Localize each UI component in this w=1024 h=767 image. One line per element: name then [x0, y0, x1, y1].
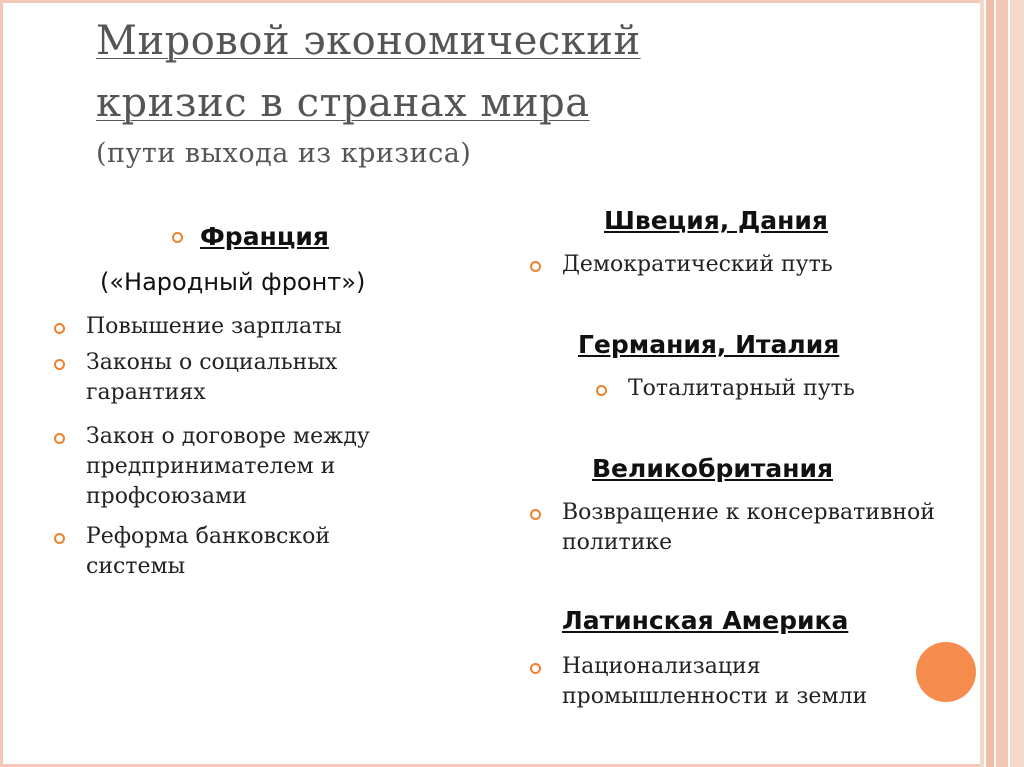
left-bullet-4: [52, 522, 406, 582]
bullet-circle-icon: [530, 509, 541, 520]
decorative-stripes: [980, 0, 1024, 767]
great-britain-heading: Великобритания: [592, 454, 834, 483]
right-bullet-2: [594, 374, 948, 404]
bullet-circle-icon: [530, 261, 541, 272]
slide-border-top: [0, 0, 980, 3]
left-bullet-2: [52, 348, 406, 408]
bullet-circle-icon: [54, 433, 65, 444]
right-bullet-1: [528, 250, 942, 280]
left-bullet-1: [52, 312, 466, 342]
france-heading: Франция: [200, 222, 329, 251]
right-bullet-3: [528, 498, 962, 558]
france-heading-block: [170, 220, 329, 254]
left-bullet-text: Реформа банковской системы: [86, 524, 330, 579]
right-bullet-text: Возвращение к консервативной политике: [562, 500, 935, 555]
slide-title: [96, 16, 856, 172]
latin-america-heading: Латинская Америка: [562, 606, 849, 635]
sweden-denmark-heading: Швеция, Дания: [604, 206, 828, 235]
bullet-circle-icon: [172, 232, 183, 243]
left-bullet-text: Повышение зарплаты: [86, 314, 342, 339]
slide-border-left: [0, 0, 3, 767]
right-bullet-text: Тоталитарный путь: [628, 376, 855, 401]
left-bullet-text: Закон о договоре между предпринимателем и профсоюзами: [86, 424, 370, 509]
title-line-1: Мировой экономический: [96, 18, 641, 64]
right-bullet-4: [528, 652, 962, 712]
left-bullet-text: Законы о социальных гарантиях: [86, 350, 338, 405]
bullet-circle-icon: [530, 663, 541, 674]
bullet-circle-icon: [54, 533, 65, 544]
left-bullet-3: [52, 422, 446, 512]
bullet-circle-icon: [596, 385, 607, 396]
germany-italy-heading: Германия, Италия: [578, 330, 840, 359]
france-subheading: («Народный фронт»): [100, 268, 366, 296]
title-subtitle: (пути выхода из кризиса): [96, 138, 472, 169]
bullet-circle-icon: [54, 323, 65, 334]
title-line-2: кризис в странах мира: [96, 80, 590, 126]
bullet-circle-icon: [54, 359, 65, 370]
right-bullet-text: Национализация промышленности и земли: [562, 654, 868, 709]
right-bullet-text: Демократический путь: [562, 252, 833, 277]
decorative-circle: [916, 642, 976, 702]
